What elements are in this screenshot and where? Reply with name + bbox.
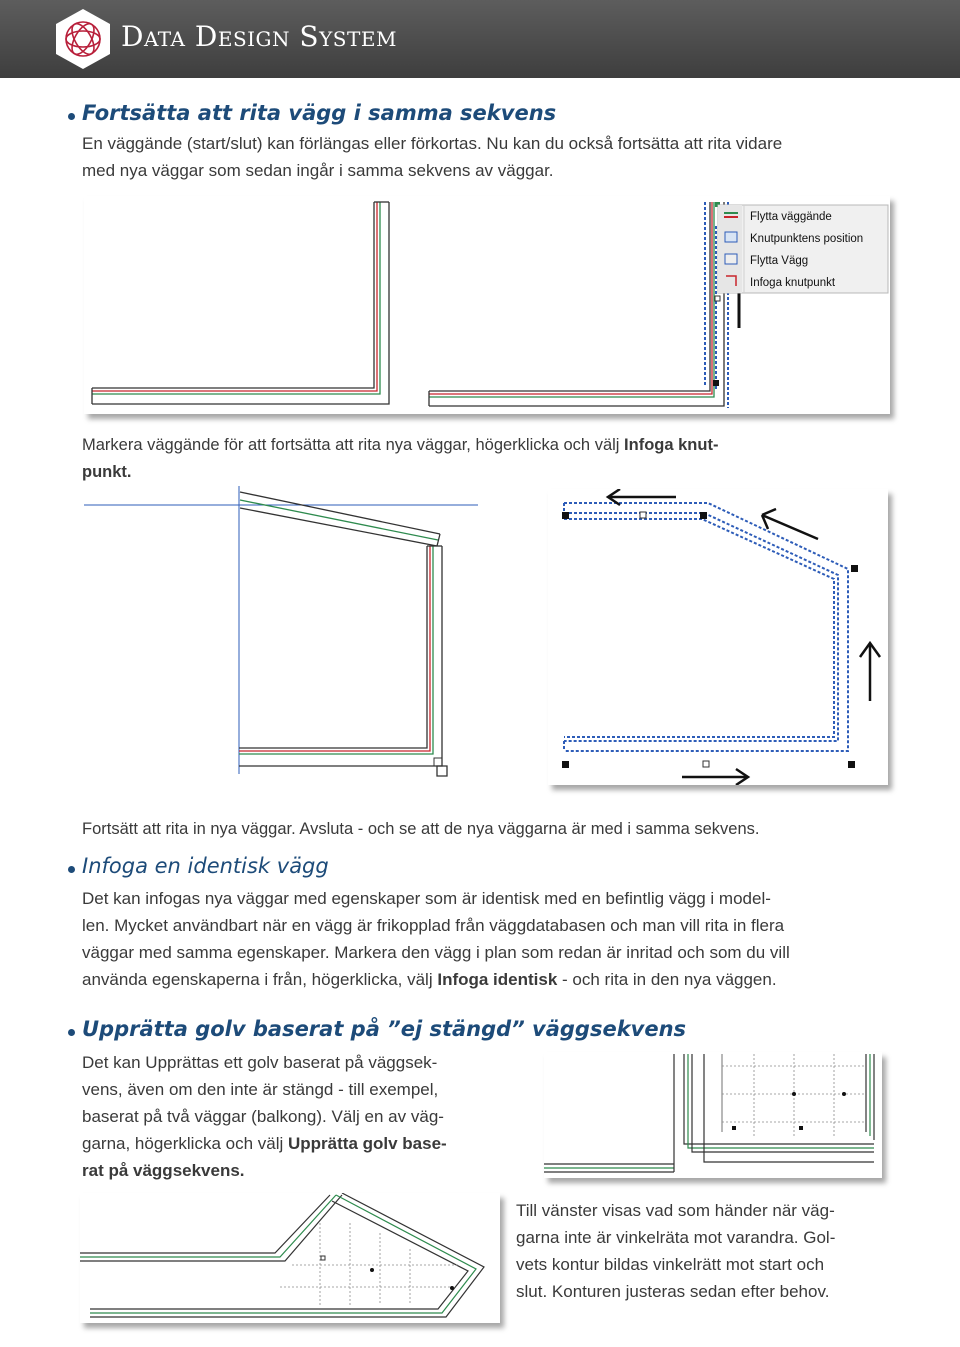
wall-node-marker[interactable] [640,512,646,518]
section-heading: Infoga en identisk vägg [82,854,329,878]
section-paragraph-line [82,1157,245,1184]
menu-item-move-wall-end[interactable]: Flytta väggände [750,211,832,223]
section-paragraph-line: Det kan infogas nya väggar med egenskaper som är identisk med en befintlig vägg i model- [82,889,771,908]
wall-node-marker[interactable] [562,512,569,519]
section-paragraph-line: En väggände (start/slut) kan förlängas eller förkortas. Nu kan du också fortsätta att rita vidare [82,134,783,153]
menu-item-node-position[interactable]: Knutpunktens position [750,233,864,245]
paragraph-text: - och rita in den nya väggen. [557,970,777,989]
wall-node-marker[interactable] [713,380,719,386]
angled-floor-drawing [80,1193,500,1323]
node-position-icon [725,232,737,242]
arrow-up-left-icon [762,509,818,539]
wall-node-marker[interactable] [562,761,569,768]
section-paragraph-line: vens, även om den inte är stängd - till exempel, [82,1080,439,1099]
paragraph-bold-text: Infoga identisk [437,970,558,989]
bullet-icon [68,113,75,120]
section-paragraph-line: väggar med samma egenskaper. Markera den vägg i plan som redan är inritad och som du vill [82,943,790,962]
figure-caption [82,432,718,459]
wall-sequence-drawing [548,489,888,785]
section-paragraph-line [82,966,777,993]
wall-node-marker[interactable] [703,761,709,767]
figure-new-wall [84,486,484,782]
wall-drawing [84,196,890,414]
section-heading: Upprätta golv baserat på ”ej stängd” väggsekvens [82,1017,687,1041]
arrow-right-icon [682,769,748,785]
wall-node-marker[interactable] [851,565,858,572]
paragraph-bold-text: rat på väggsekvens. [82,1161,245,1180]
caption-text: Markera väggände för att fortsätta att rita nya väggar, högerklicka och välj [82,436,625,454]
section-paragraph-line: garna inte är vinkelräta mot varandra. Gol- [516,1228,836,1247]
wall-node-marker[interactable] [700,512,707,519]
section-paragraph-line: slut. Konturen justeras sedan efter behov. [516,1282,830,1301]
paragraph-text: garna, högerklicka och välj [82,1134,289,1153]
paragraph-bold-text: Upprätta golv base- [288,1134,447,1153]
wall-node-marker[interactable] [715,296,720,301]
section-paragraph-line: vets kontur bildas vinkelrätt mot start och [516,1255,825,1274]
page-header [0,0,960,78]
figure-wall-context-menu [84,196,890,414]
section-paragraph-line: med nya väggar som sedan ingår i samma sekvens av väggar. [82,161,554,180]
figure-angled-floor [80,1193,500,1323]
bullet-icon [68,866,75,873]
section-paragraph-line: Det kan Upprättas ett golv baserat på väggsek- [82,1053,438,1072]
section-paragraph-line: len. Mycket användbart när en vägg är frikopplad från väggdatabasen och man vill rita in flera [82,916,785,935]
caption-bold-text: Infoga knut- [624,436,719,454]
new-wall-drawing [84,486,484,782]
section-paragraph-line: baserat på två väggar (balkong). Välj en av väg- [82,1107,444,1126]
caption-bold-text: punkt. [82,463,132,481]
floor-grid-drawing [544,1052,882,1178]
menu-item-move-wall[interactable]: Flytta Vägg [750,255,809,267]
paragraph-text: använda egenskaperna i från, högerklicka, välj [82,970,438,989]
figure-caption: Fortsätt att rita in nya väggar. Avsluta - och se att de nya väggarna är med i samma sekvens. [82,820,760,838]
menu-item-insert-node[interactable]: Infoga knutpunkt [750,277,836,289]
section-paragraph-line: Till vänster visas vad som händer när väg- [516,1201,835,1220]
wall-node-marker[interactable] [848,761,855,768]
wall-node-marker[interactable] [434,758,442,766]
figure-caption [82,459,132,486]
figure-wall-sequence [548,489,888,785]
section-heading: Fortsätta att rita vägg i samma sekvens [82,101,557,125]
section-paragraph-line [82,1130,447,1157]
arrow-up-icon [860,643,880,701]
bullet-icon [68,1029,75,1036]
move-wall-icon [725,254,737,264]
brand-title: Data Design System [121,20,397,53]
logo-icon [54,8,112,70]
figure-floor-grid [544,1052,882,1178]
